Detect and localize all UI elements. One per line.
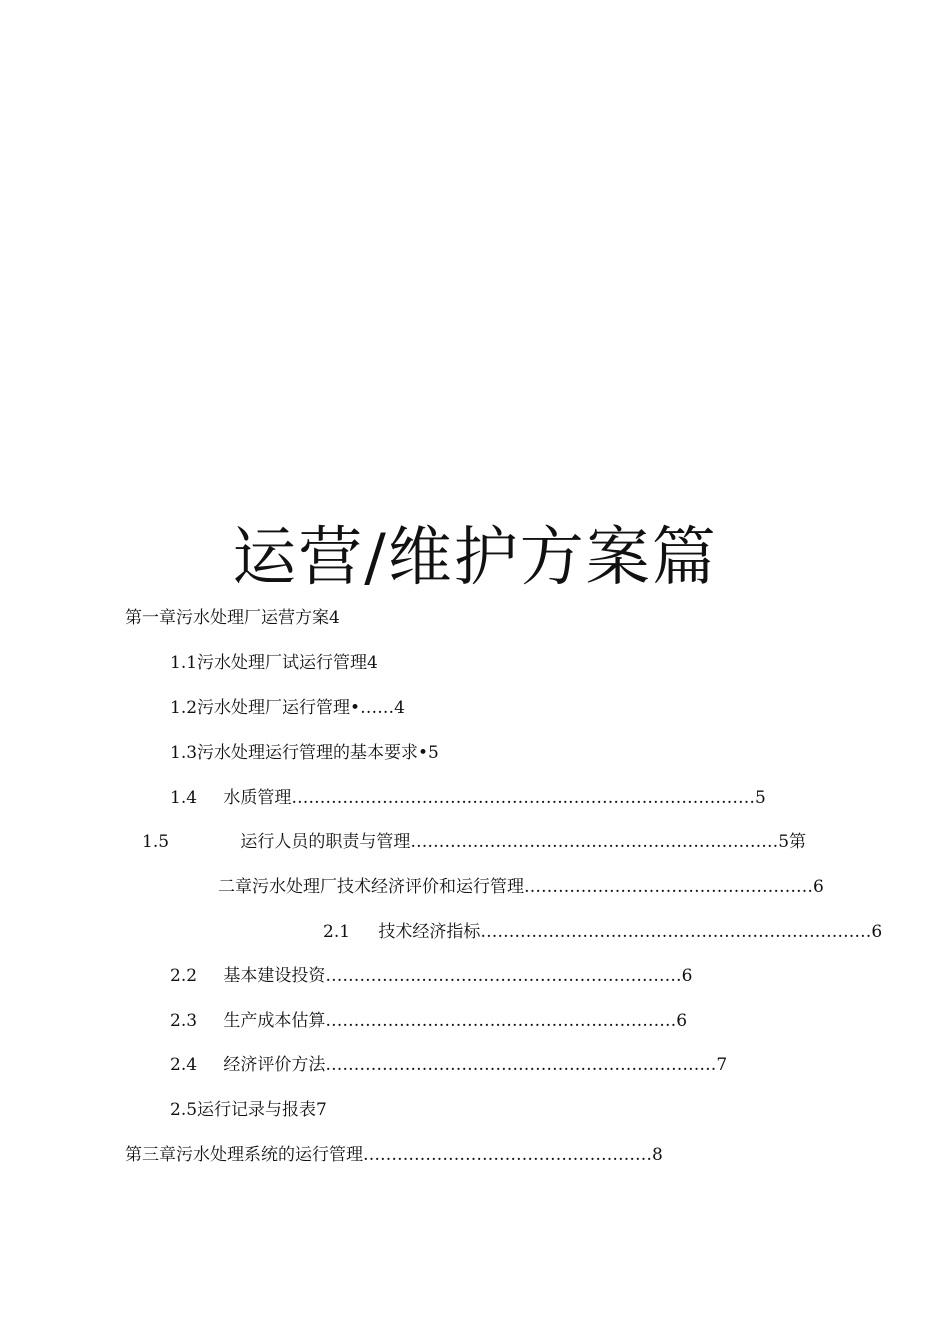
toc-entry-text: 运行人员的职责与管理…………………………..……………………………5第 bbox=[240, 832, 807, 852]
toc-entry-chapter-3 bbox=[125, 1143, 663, 1167]
toc-entry-2-5 bbox=[170, 1098, 327, 1122]
toc-entry-text: 1.2污水处理厂运行管理•……4 bbox=[170, 698, 405, 718]
toc-entry-text: 经济评价方法……………………………………………………………7 bbox=[223, 1055, 728, 1075]
toc-entry-number: 1.4 bbox=[170, 788, 198, 808]
toc-entry-text: 2.5运行记录与报表7 bbox=[170, 1100, 327, 1120]
toc-entry-text: 技术经济指标……………………………………………………………6 bbox=[378, 922, 883, 942]
toc-entry-2-3 bbox=[170, 1009, 687, 1033]
toc-entry-number: 2.2 bbox=[170, 966, 198, 986]
toc-entry-chapter-2 bbox=[218, 875, 824, 899]
toc-entry-1-3 bbox=[170, 741, 439, 765]
toc-entry-2-4 bbox=[170, 1053, 727, 1077]
toc-entry-number: 2.4 bbox=[170, 1055, 198, 1075]
toc-entry-2-2 bbox=[170, 964, 692, 988]
toc-entry-text: 水质管理…………………………..……………..……………………………5 bbox=[223, 788, 766, 808]
page-title: 运营/维护方案篇 bbox=[232, 521, 718, 595]
toc-entry-text: 生产成本估算…………………………..…………………………6 bbox=[223, 1011, 688, 1031]
toc-entry-text: 基本建设投资……………..……….………………………………6 bbox=[223, 966, 693, 986]
toc-entry-text: 1.1污水处理厂试运行管理4 bbox=[170, 653, 378, 673]
toc-entry-text: 第三章污水处理系统的运行管理……………………………………………8 bbox=[125, 1145, 663, 1165]
toc-entry-text: 二章污水处理厂技术经济评价和运行管理……………………………………………6 bbox=[218, 877, 824, 897]
toc-entry-text: 1.3污水处理运行管理的基本要求•5 bbox=[170, 743, 439, 763]
toc-entry-number: 2.3 bbox=[170, 1011, 198, 1031]
toc-entry-text: 第一章污水处理厂运营方案4 bbox=[125, 608, 340, 628]
toc-entry-chapter-1 bbox=[125, 606, 340, 630]
toc-entry-number: 1.5 bbox=[142, 832, 170, 852]
toc-entry-1-1 bbox=[170, 651, 378, 675]
toc-entry-1-2 bbox=[170, 696, 405, 720]
toc-entry-number: 2.1 bbox=[323, 922, 351, 942]
toc-entry-2-1 bbox=[323, 920, 882, 944]
toc-entry-1-4 bbox=[170, 786, 766, 810]
toc-entry-1-5 bbox=[142, 830, 806, 854]
